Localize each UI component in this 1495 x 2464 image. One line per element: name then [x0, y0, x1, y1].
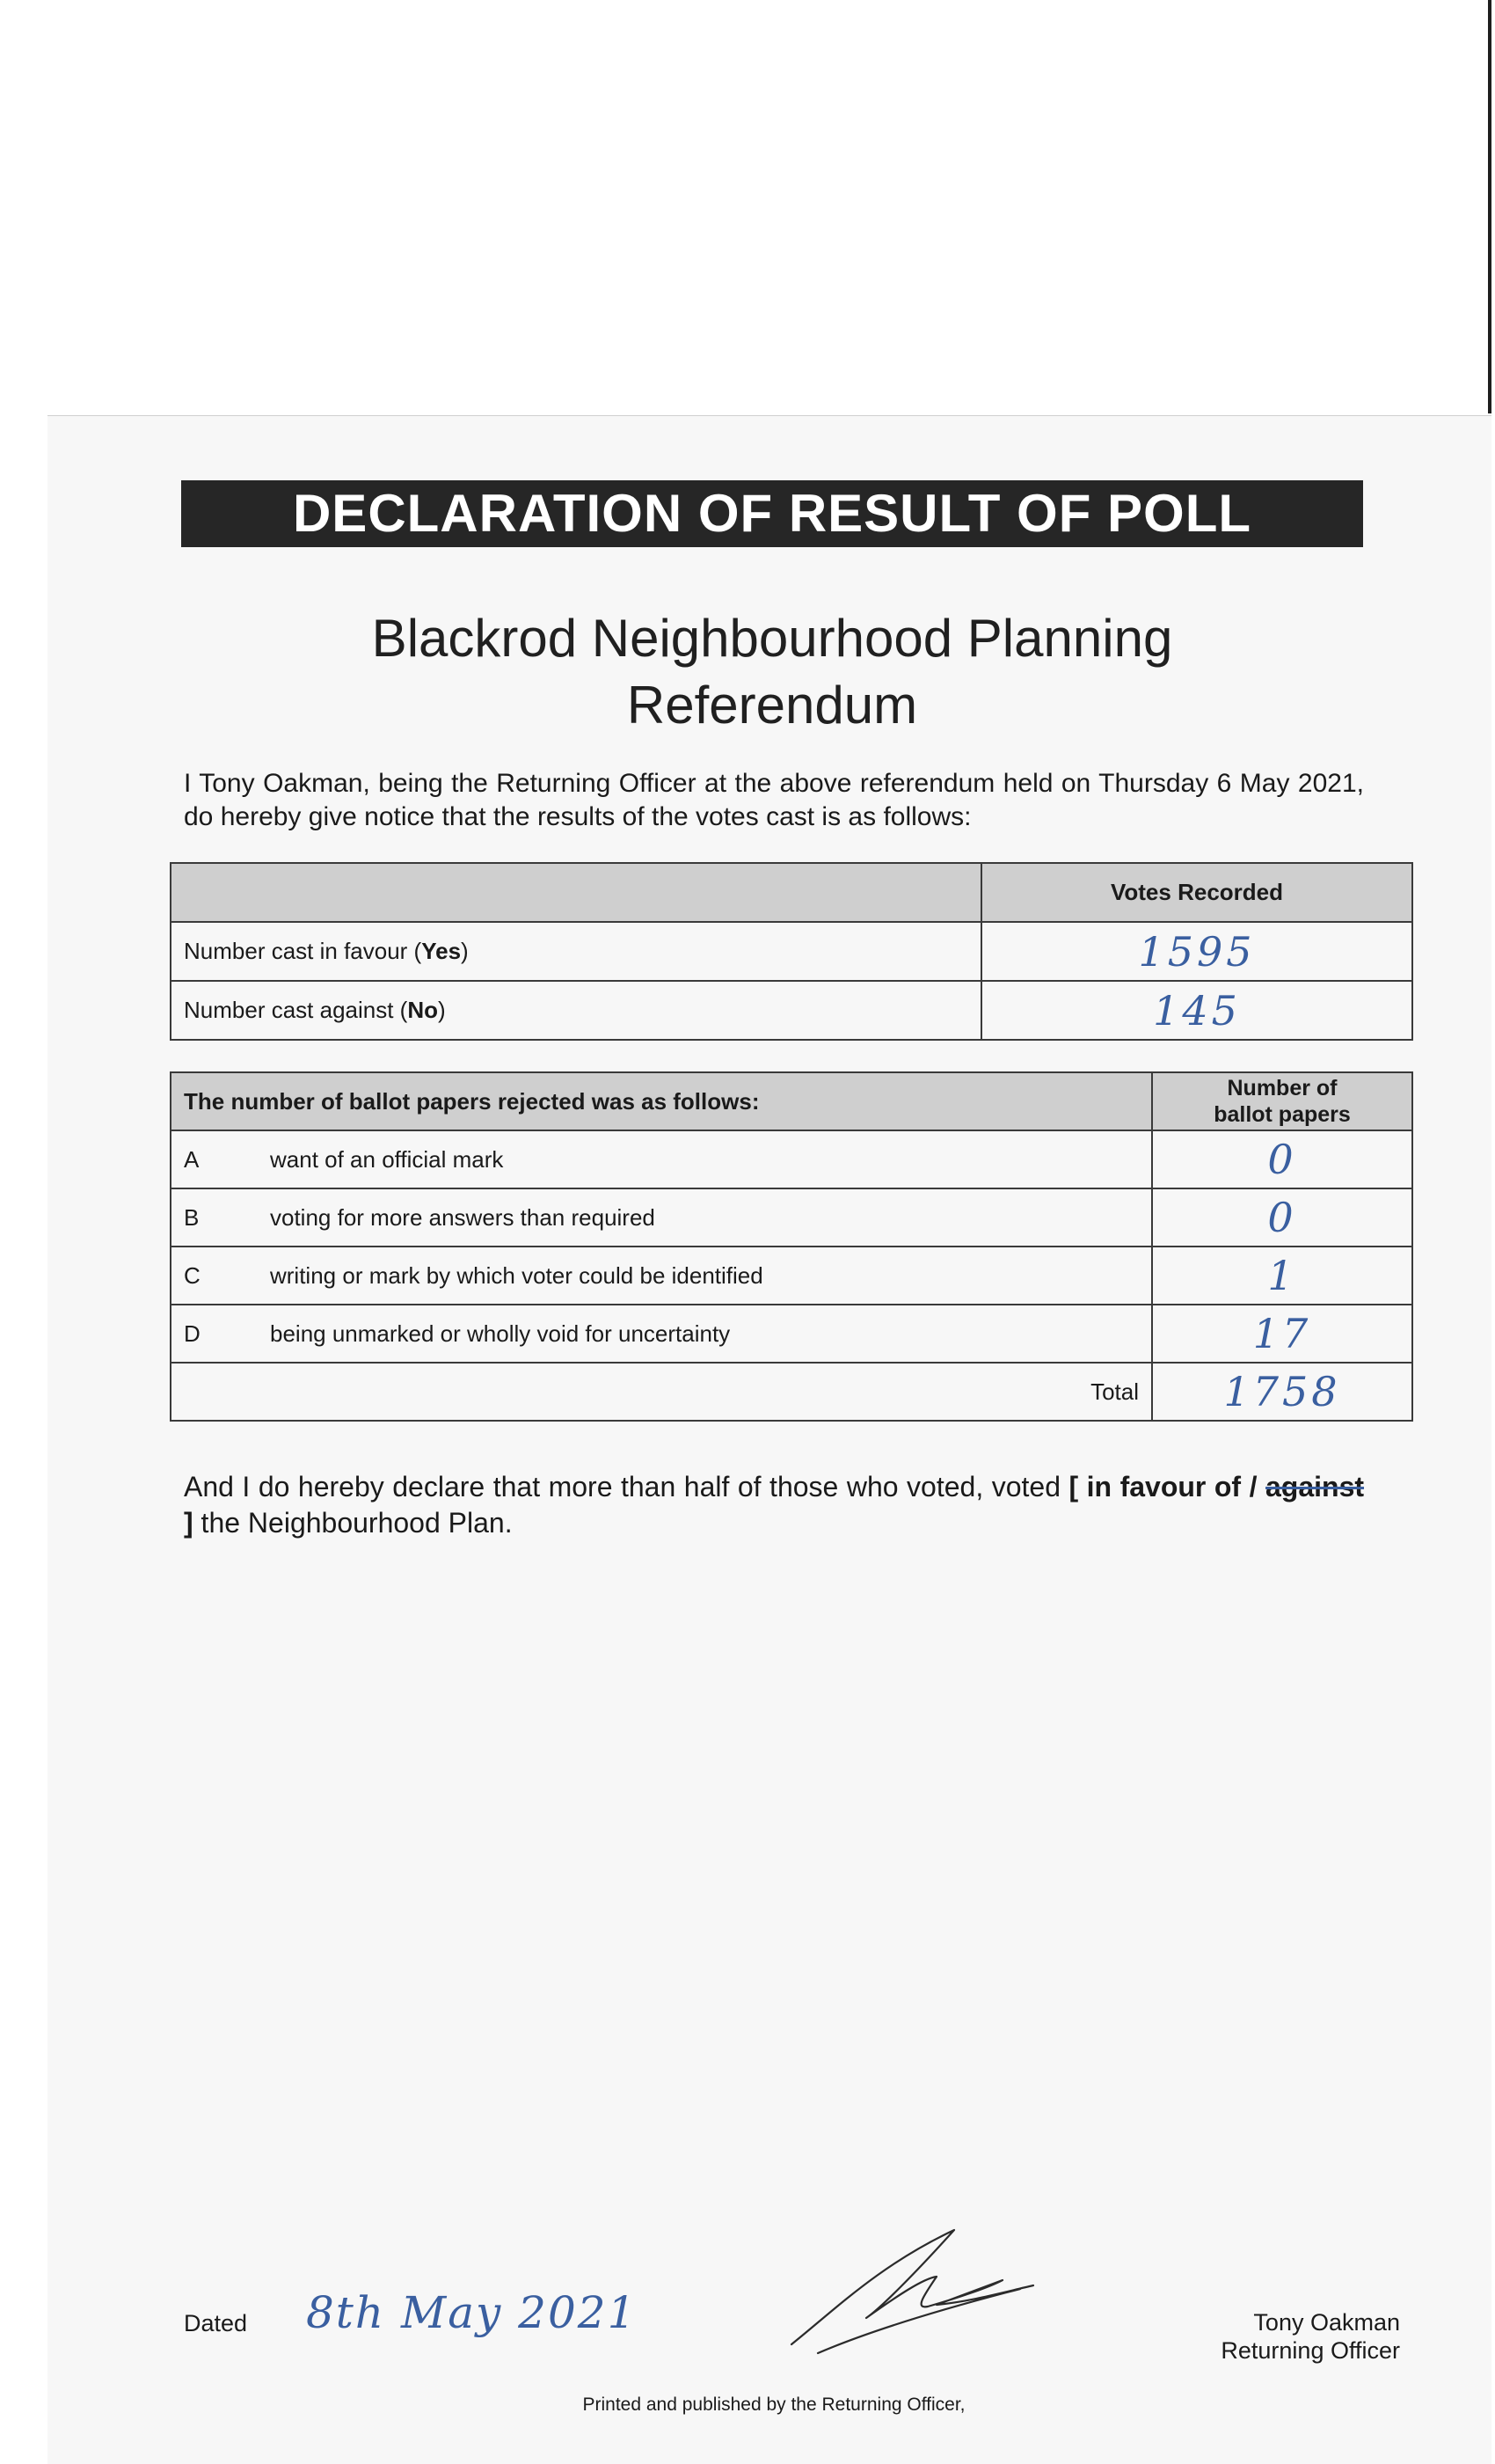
row-description: writing or mark by which voter could be identified [258, 1247, 1152, 1305]
row-count: 0 [1152, 1188, 1412, 1247]
votes-header-blank [171, 863, 981, 922]
rejected-row [171, 1305, 1412, 1363]
officer-title: Returning Officer [1221, 2337, 1400, 2364]
row-letter: A [171, 1130, 258, 1188]
row-count: 1 [1152, 1247, 1412, 1305]
returning-officer-block [1099, 2308, 1400, 2365]
row-letter: B [171, 1188, 258, 1247]
rejected-table [170, 1071, 1413, 1422]
rejected-row [171, 1188, 1412, 1247]
struck-option: against [1265, 1471, 1365, 1503]
scan-edge [1488, 0, 1491, 413]
title-line-1: Blackrod Neighbourhood Planning [371, 609, 1173, 668]
total-value: 1758 [1152, 1363, 1412, 1421]
row-description: want of an official mark [258, 1130, 1152, 1188]
row-description: being unmarked or wholly void for uncertainty [258, 1305, 1152, 1363]
imprint-footer: Printed and published by the Returning Officer, [582, 2395, 966, 2415]
yes-row [171, 922, 1412, 981]
intro-paragraph: I Tony Oakman, being the Returning Officer at the above referendum held on Thursday 6 May 2021, do hereby give notice that the results of the votes cast is as follows: [184, 769, 1364, 831]
row-description: voting for more answers than required [258, 1188, 1152, 1247]
total-label: Total [171, 1363, 1152, 1421]
votes-recorded-header: Votes Recorded [981, 863, 1412, 922]
row-letter: D [171, 1305, 258, 1363]
no-row [171, 981, 1412, 1040]
yes-label: Number cast in favour (Yes) [171, 922, 981, 981]
row-count: 17 [1152, 1305, 1412, 1363]
votes-table [170, 862, 1413, 1041]
officer-name: Tony Oakman [1253, 2309, 1400, 2336]
no-value: 145 [981, 981, 1412, 1040]
rejected-row [171, 1130, 1412, 1188]
page-title [176, 605, 1368, 739]
row-count: 0 [1152, 1130, 1412, 1188]
rejected-row [171, 1247, 1412, 1305]
rejected-header-row [171, 1072, 1412, 1130]
no-label: Number cast against (No) [171, 981, 981, 1040]
total-row [171, 1363, 1412, 1421]
yes-value: 1595 [981, 922, 1412, 981]
row-letter: C [171, 1247, 258, 1305]
declaration-choice: [ in favour of / [1068, 1471, 1258, 1503]
dated-value: 8th May 2021 [306, 2287, 638, 2338]
title-line-2: Referendum [626, 676, 918, 735]
page-banner: DECLARATION OF RESULT OF POLL [181, 480, 1363, 547]
rejected-header: The number of ballot papers rejected was as follows: [171, 1072, 1152, 1130]
signature-image [783, 2226, 1038, 2358]
declaration-paragraph: And I do hereby declare that more than half of those who voted, voted [ in favour of / against ] the Neighbourhood Plan. [184, 1471, 1365, 1539]
ballot-count-header: Number of ballot papers [1152, 1072, 1412, 1130]
votes-header-row [171, 863, 1412, 922]
dated-label: Dated [184, 2310, 248, 2336]
